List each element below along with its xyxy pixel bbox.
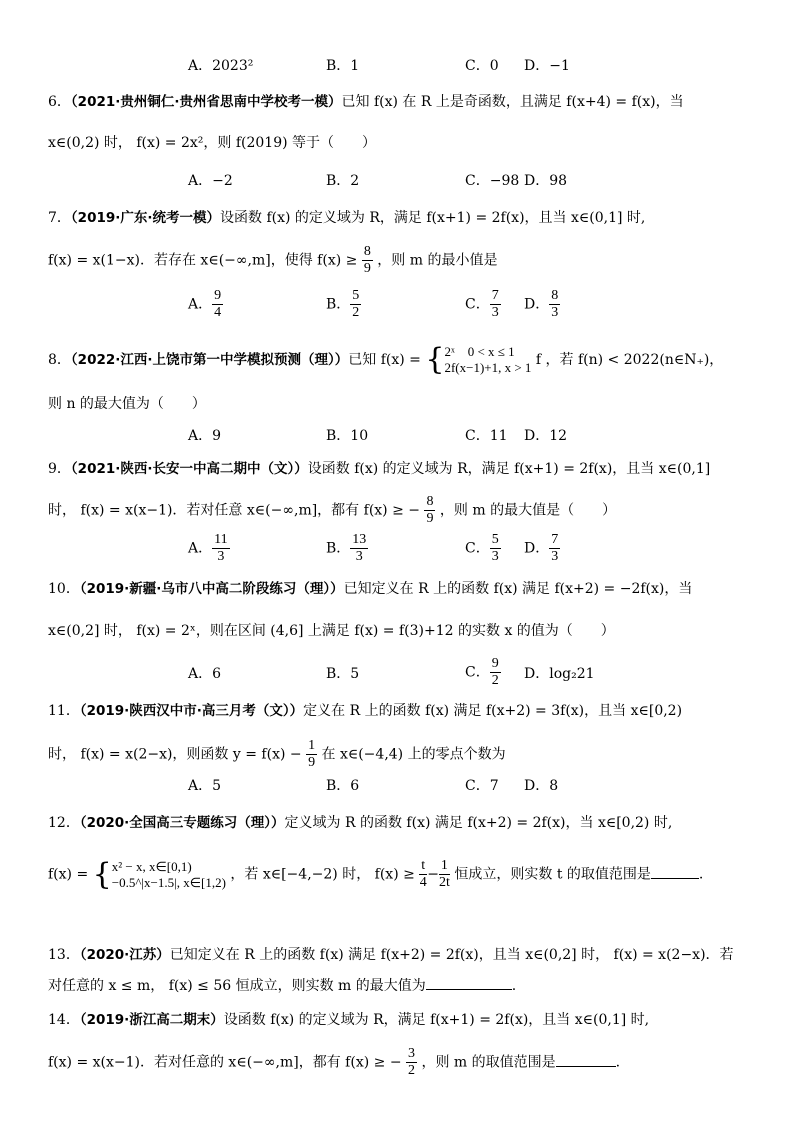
q12-piece1: x² − x, x∈[0,1) (111, 858, 192, 874)
q9-number: 9． (48, 461, 71, 477)
q7-options (0, 288, 794, 324)
q7-source: （2019·广东·统考一模） (70, 210, 221, 226)
q12-frac1-num: t (421, 858, 426, 873)
q8-line1 (48, 344, 754, 376)
q9-frac-den: 9 (426, 511, 434, 526)
q13-line2 (48, 975, 754, 996)
q5-option-c: C．0 (465, 58, 499, 74)
q7-option-a-den: 4 (214, 305, 222, 320)
q7-option-c-label: C． (465, 296, 490, 313)
q9-option-c-label: C． (465, 540, 490, 557)
q7-frac-den: 9 (363, 261, 371, 276)
q13-answer-blank[interactable] (426, 975, 512, 990)
q10-line2: x∈(0,2] 时， f(x) = 2ˣ，则在区间 (4,6] 上满足 f(x) = f(3)+12 的实数 x 的值为（ ） (48, 623, 615, 639)
q12-source: （2020·全国高三专题练习（理）） (79, 815, 285, 831)
q7-option-d-den: 3 (551, 305, 559, 320)
q14-line2 (48, 1046, 754, 1079)
q8-piece1: 2ˣ 0 < x ≤ 1 (444, 344, 515, 359)
q9-option-c-num: 5 (491, 532, 499, 547)
q7-option-d-label: D． (524, 296, 550, 313)
q11-frac-den: 9 (308, 755, 316, 770)
q12-answer-blank[interactable] (651, 864, 699, 879)
q10-text1: 已知定义在 R 上的函数 f(x) 满足 f(x+2) = −2f(x)，当 (343, 581, 693, 597)
q7-option-b-num: 5 (352, 288, 360, 303)
q9-line2 (48, 494, 754, 527)
q7-fraction (362, 244, 373, 277)
q14-text2a: f(x) = x(x−1)．若对任意的 x∈(−∞,m]，都有 f(x) ≥ − (48, 1054, 402, 1071)
q9-option-b-num: 13 (352, 532, 367, 547)
q12-text2c: 恒成立，则实数 t 的取值范围是 (454, 866, 651, 883)
q7-option-b-den: 2 (352, 305, 360, 320)
q10-option-c-den: 2 (491, 673, 499, 688)
q8-option-b: B．10 (326, 428, 369, 444)
q12-piece2: −0.5^|x−1.5|, x∈[1,2) (111, 874, 226, 890)
q8-line2: 则 n 的最大值为（ ） (48, 396, 206, 412)
q11-fraction (306, 738, 317, 771)
q6-text1: 已知 f(x) 在 R 上是奇函数，且满足 f(x+4) = f(x)，当 (341, 94, 684, 110)
q8-text1a: 已知 f(x) = (348, 352, 421, 368)
q11-text1: 定义在 R 上的函数 f(x) 满足 f(x+2) = 3f(x)，且当 x∈[0,2) (303, 703, 683, 719)
q11-frac-num: 1 (308, 738, 316, 753)
q9-source: （2021·陕西·长安一中高二期中（文）） (70, 461, 308, 477)
q12-text2b: ，若 x∈[−4,−2) 时， f(x) ≥ (230, 866, 415, 883)
q7-text2b: ，则 m 的最小值是 (377, 252, 498, 269)
q7-option-c-den: 3 (491, 305, 499, 320)
q14-fraction (406, 1046, 417, 1079)
q5-option-b: B．1 (326, 58, 360, 74)
q9-option-a-label: A． (188, 540, 213, 557)
q13-source: （2020·江苏） (79, 947, 170, 963)
q9-option-d-den: 3 (551, 549, 559, 564)
q7-option-a-num: 9 (214, 288, 222, 303)
q7-line2 (48, 244, 754, 277)
q7-number: 7． (48, 210, 71, 226)
q14-frac-den: 2 (408, 1063, 416, 1078)
q10-option-a: A．6 (188, 666, 222, 682)
q7-option-d (524, 288, 560, 321)
q12-minus: − (427, 866, 439, 883)
q9-option-b (326, 532, 368, 565)
q7-text1: 设函数 f(x) 的定义域为 R，满足 f(x+1) = 2f(x)，且当 x∈(0,1] 时, (220, 210, 646, 226)
q8-option-d: D．12 (524, 428, 568, 444)
q13-text2: 对任意的 x ≤ m， f(x) ≤ 56 恒成立，则实数 m 的最大值为 (48, 978, 426, 994)
q7-option-d-num: 8 (551, 288, 559, 303)
q11-option-c: C．7 (465, 778, 499, 794)
q12-frac2-num: 1 (440, 858, 448, 873)
q6-option-a: A．−2 (188, 173, 233, 189)
q13-number: 13． (48, 947, 80, 963)
q8-option-c: C．11 (465, 428, 508, 444)
q10-source: （2019·新疆·乌市八中高二阶段练习（理）） (79, 581, 344, 597)
q9-option-b-den: 3 (355, 549, 363, 564)
q11-option-d: D．8 (524, 778, 559, 794)
q9-line1 (48, 459, 754, 479)
q8-source: （2022·江西·上饶市第一中学模拟预测（理）） (70, 352, 349, 368)
q5-option-d: D．−1 (524, 58, 570, 74)
q11-number: 11． (48, 703, 80, 719)
q10-option-c-num: 9 (491, 656, 499, 671)
q11-option-a: A．5 (188, 778, 222, 794)
q7-option-c-num: 7 (491, 288, 499, 303)
q7-line1 (48, 208, 754, 228)
q12-piecewise (112, 859, 226, 891)
q14-end: . (615, 1054, 621, 1071)
q9-option-d (524, 532, 560, 565)
q9-option-a (188, 532, 230, 565)
q9-option-a-num: 11 (214, 532, 228, 547)
q13-end: . (511, 978, 517, 994)
q14-text1: 设函数 f(x) 的定义域为 R，满足 f(x+1) = 2f(x)，且当 x∈(0,1] 时, (223, 1012, 650, 1028)
q12-frac2-den: 2t (438, 875, 450, 890)
q6-line1 (48, 92, 754, 112)
q7-option-a-label: A． (188, 296, 213, 313)
q13-text1: 已知定义在 R 上的函数 f(x) 满足 f(x+2) = 2f(x)，且当 x∈(0,2] 时， f(x) = x(2−x)．若 (169, 947, 734, 963)
q14-text2b: ，则 m 的取值范围是 (421, 1054, 556, 1071)
q9-text1: 设函数 f(x) 的定义域为 R，满足 f(x+1) = 2f(x)，且当 x∈(0,1] (307, 461, 711, 477)
q9-frac-num: 8 (426, 494, 434, 509)
q12-frac1-den: 4 (419, 875, 427, 890)
q12-end: . (698, 866, 704, 883)
q8-brace: { (425, 342, 445, 377)
q9-option-c-den: 3 (491, 549, 499, 564)
q11-line1 (48, 701, 754, 721)
q10-option-b: B．5 (326, 666, 360, 682)
q14-number: 14． (48, 1012, 80, 1028)
q8-text1b: f ，若 f(n) < 2022(n∈N₊)， (535, 352, 724, 368)
q9-option-c (465, 532, 501, 565)
q14-source: （2019·浙江高二期末） (79, 1012, 224, 1028)
q12-fraction1 (419, 858, 427, 891)
q9-text2b: ，则 m 的最大值是（ ） (439, 502, 617, 519)
q5-option-a: A．2023² (188, 58, 254, 74)
q7-text2a: f(x) = x(1−x)．若存在 x∈(−∞,m]，使得 f(x) ≥ (48, 252, 358, 269)
q6-number: 6． (48, 94, 71, 110)
q7-option-b-label: B． (326, 296, 351, 313)
q14-line1 (48, 1010, 754, 1030)
q6-option-b: B．2 (326, 173, 360, 189)
q6-source: （2021·贵州铜仁·贵州省思南中学校考一模） (70, 94, 342, 110)
q9-options (0, 532, 794, 568)
q10-option-c-label: C． (465, 664, 490, 681)
q9-option-d-label: D． (524, 540, 550, 557)
q8-piecewise (444, 344, 531, 376)
q9-fraction (424, 494, 435, 527)
q10-line1 (48, 579, 754, 599)
q12-number: 12． (48, 815, 80, 831)
q9-option-a-den: 3 (217, 549, 225, 564)
q14-frac-num: 3 (408, 1046, 416, 1061)
q11-source: （2019·陕西汉中市·高三月考（文）） (79, 703, 304, 719)
q12-line1 (48, 813, 754, 833)
q9-text2a: 时， f(x) = x(x−1)．若对任意 x∈(−∞,m]，都有 f(x) ≥ − (48, 502, 420, 519)
q12-text1: 定义域为 R 的函数 f(x) 满足 f(x+2) = 2f(x)，当 x∈[0,2) 时, (284, 815, 673, 831)
q10-option-c (465, 656, 501, 689)
q7-frac-num: 8 (363, 244, 371, 259)
q12-line2 (48, 858, 754, 891)
q9-option-b-label: B． (326, 540, 351, 557)
q12-text2a: f(x) = (48, 866, 89, 883)
q8-piece2: 2f(x−1)+1, x > 1 (444, 360, 532, 375)
q13-line1 (48, 945, 754, 965)
q6-option-c: C．−98 (465, 173, 520, 189)
q11-text2a: 时， f(x) = x(2−x)，则函数 y = f(x) − (48, 746, 302, 763)
q9-option-d-num: 7 (551, 532, 559, 547)
q11-text2b: 在 x∈(−4,4) 上的零点个数为 (321, 746, 506, 763)
q6-line2: x∈(0,2) 时， f(x) = 2x²，则 f(2019) 等于（ ） (48, 135, 377, 151)
q11-line2 (48, 738, 754, 771)
q7-option-c (465, 288, 501, 321)
q11-option-b: B．6 (326, 778, 360, 794)
q10-number: 10． (48, 581, 80, 597)
q10-option-d: D．log₂21 (524, 666, 595, 682)
q14-answer-blank[interactable] (556, 1052, 616, 1067)
q8-option-a: A．9 (188, 428, 222, 444)
q10-options (0, 656, 794, 692)
q7-option-a (188, 288, 223, 321)
q12-fraction2 (439, 858, 450, 891)
q6-option-d: D．98 (524, 173, 568, 189)
q12-brace: { (92, 856, 112, 892)
q7-option-b (326, 288, 361, 321)
q8-number: 8． (48, 352, 71, 368)
